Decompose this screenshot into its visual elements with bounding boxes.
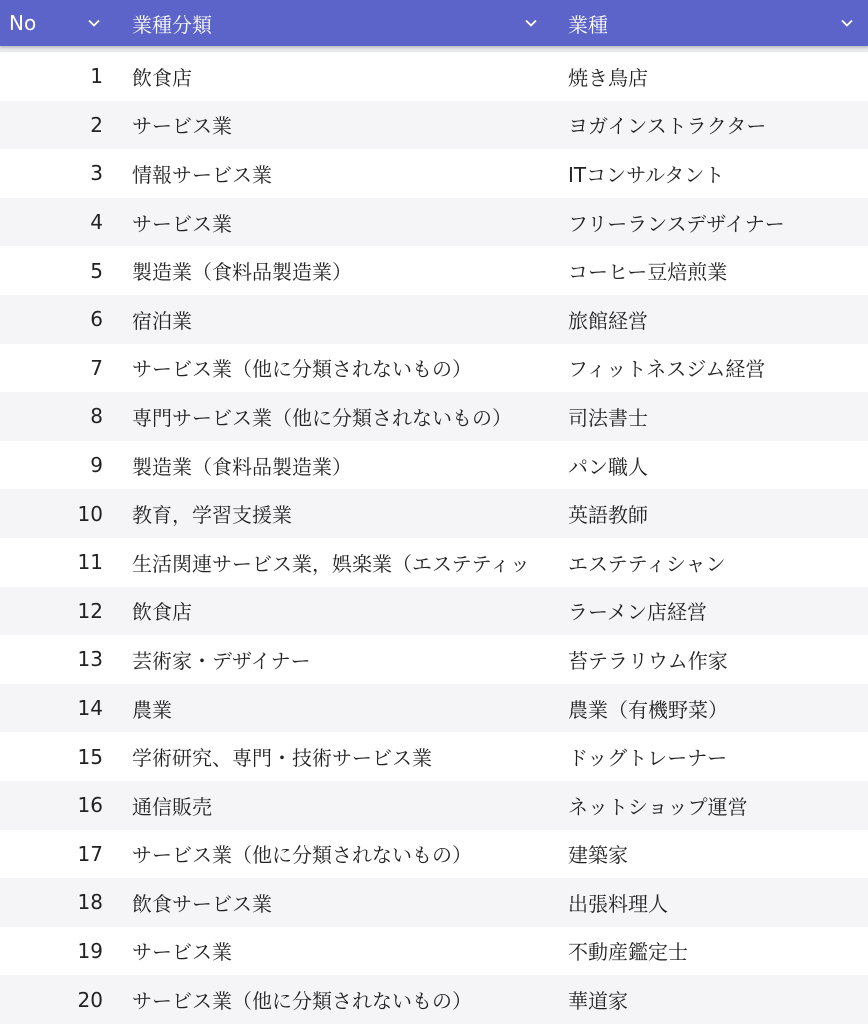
cell-category: サービス業 [132,114,232,139]
chevron-down-icon[interactable] [838,14,856,32]
cell-category: サービス業（他に分類されないもの） [132,357,472,382]
table-row[interactable] [0,927,868,976]
cell-category: 芸術家・デザイナー [132,648,311,673]
cell-no: 12 [77,598,103,623]
cell-category: サービス業（他に分類されないもの） [132,989,472,1014]
cell-industry: 旅館経営 [568,308,648,333]
column-header-industry-label: 業種 [568,12,608,37]
column-header-category-label: 業種分類 [132,12,212,37]
column-header-no-label: No [9,11,37,35]
cell-category: 学術研究、専門・技術サービス業 [132,746,432,771]
cell-no: 2 [90,112,103,137]
cell-industry: フリーランスデザイナー [568,211,785,236]
table-row[interactable] [0,52,868,101]
table-row[interactable] [0,344,868,393]
cell-industry: 不動産鑑定士 [568,940,688,965]
cell-industry: 農業（有機野菜） [568,697,728,722]
table-row[interactable] [0,149,868,198]
cell-industry: ラーメン店経営 [568,600,707,625]
cell-no: 8 [90,404,103,429]
cell-no: 1 [90,64,103,89]
cell-no: 17 [77,841,103,866]
table-row[interactable] [0,975,868,1024]
cell-category: 製造業（食料品製造業） [132,260,352,285]
cell-industry: フィットネスジム経営 [568,357,766,382]
table-row[interactable] [0,781,868,830]
cell-category: 飲食店 [132,600,192,625]
cell-no: 16 [77,793,103,818]
chevron-down-icon[interactable] [85,14,103,32]
table-body [0,52,868,1024]
cell-no: 11 [77,550,103,575]
cell-industry: 焼き鳥店 [568,65,648,90]
cell-no: 10 [77,501,103,526]
cell-no: 20 [77,987,103,1012]
cell-category: サービス業 [132,211,232,236]
cell-industry: ネットショップ運営 [568,794,748,819]
cell-category: サービス業（他に分類されないもの） [132,843,472,868]
cell-category: 宿泊業 [132,308,192,333]
column-header-no[interactable] [0,0,117,46]
cell-industry: 司法書士 [568,405,648,430]
cell-no: 7 [90,355,103,380]
cell-no: 9 [90,453,103,478]
table-row[interactable] [0,635,868,684]
table-row[interactable] [0,295,868,344]
table-row[interactable] [0,489,868,538]
cell-category: 教育，学習支援業 [132,503,292,528]
cell-industry: ドッグトレーナー [568,746,728,771]
cell-industry: ITコンサルタント [568,162,725,187]
cell-industry: 英語教師 [568,503,648,528]
table-row[interactable] [0,830,868,879]
table-header [0,0,868,46]
table-row[interactable] [0,878,868,927]
cell-no: 6 [90,307,103,332]
table-row[interactable] [0,101,868,150]
table-row[interactable] [0,538,868,587]
table-row[interactable] [0,246,868,295]
column-header-industry[interactable] [554,0,868,46]
cell-category: 専門サービス業（他に分類されないもの） [132,405,512,430]
cell-no: 15 [77,744,103,769]
cell-category: 飲食店 [132,65,192,90]
cell-no: 4 [90,210,103,235]
cell-category: 生活関連サービス業，娯楽業（エステティッ [132,551,530,576]
cell-no: 5 [90,258,103,283]
chevron-down-icon[interactable] [522,14,540,32]
cell-industry: コーヒー豆焙煎業 [568,260,728,285]
cell-category: 情報サービス業 [132,162,272,187]
table-row[interactable] [0,392,868,441]
cell-no: 3 [90,161,103,186]
column-header-category[interactable] [117,0,554,46]
cell-category: 飲食サービス業 [132,891,272,916]
table-row[interactable] [0,198,868,247]
cell-category: 通信販売 [132,794,212,819]
cell-category: サービス業 [132,940,232,965]
table-row[interactable] [0,684,868,733]
cell-category: 製造業（食料品製造業） [132,454,352,479]
table-row[interactable] [0,441,868,490]
cell-no: 18 [77,890,103,915]
table-row[interactable] [0,587,868,636]
cell-category: 農業 [132,697,172,722]
cell-industry: ヨガインストラクター [568,114,767,139]
cell-industry: 苔テラリウム作家 [568,648,728,673]
cell-no: 13 [77,647,103,672]
cell-industry: 建築家 [568,843,628,868]
cell-no: 14 [77,696,103,721]
cell-no: 19 [77,938,103,963]
cell-industry: パン職人 [568,454,648,479]
cell-industry: エステティシャン [568,551,726,576]
cell-industry: 華道家 [568,989,628,1014]
cell-industry: 出張料理人 [568,891,668,916]
table-row[interactable] [0,732,868,781]
